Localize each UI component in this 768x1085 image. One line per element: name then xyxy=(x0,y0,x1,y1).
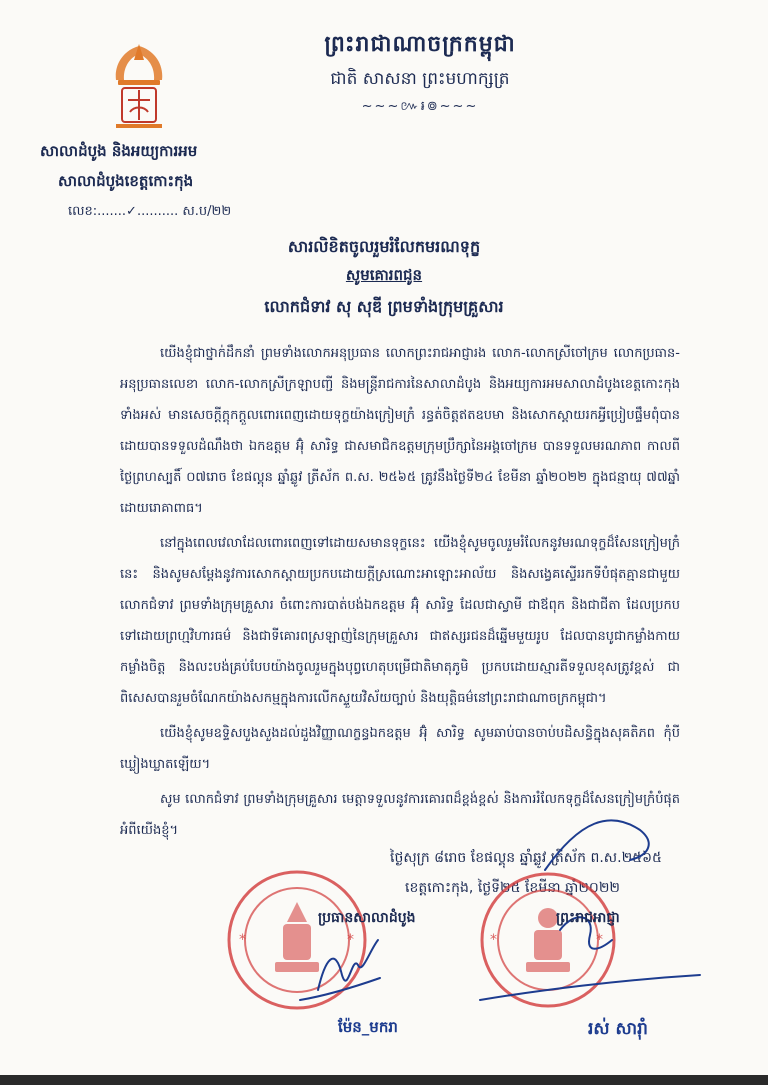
svg-text:*: * xyxy=(347,932,354,948)
header-ornament: ~~~៚៛៙~~~ xyxy=(361,99,479,114)
lunar-date: ថ្ងៃសុក្រ ៨រោច ខែផល្គុន ឆ្នាំឆ្លូវ ត្រីស័ក ព.ស.២៥៦៥ xyxy=(390,850,662,866)
paragraph-2: នៅក្នុងពេលវេលាដែលពោរពេញទៅដោយសមានទុក្ខនេះ យើងខ្ញុំសូមចូលរួមរំលែកនូវមរណទុក្ខដ៏សែនក្រៀមក្រំនេះ និងសូមសម្តែងនូវការសោកស្តាយប្រកបដោយក្តីស្រណោះអាឡោះអាល័យ និងសង្វេគស្ទើររកទីបំផុតគ្មានជាមួយ លោកជំទាវ ព្រមទាំងក្រុមគ្រួសារ ចំពោះការបាត់បង់ឯកឧត្តម អ៊ុំ សារិទ្ធ ដែលជាស្វាមី ជាឪពុក និងជាជីតា ដែលប្រកបទៅដោយព្រហ្មវិហារធម៌ និងជាទីគោរពស្រឡាញ់នៃក្រុមគ្រួសារ ជាឥស្សរជនដ៏ឆ្នើមមួយរូប ដែលបានបូជាកម្លាំងកាយ កម្លាំងចិត្ត និងលះបង់គ្រប់បែបយ៉ាងចូលរួមក្នុងបុព្វហេតុបម្រើជាតិមាតុភូមិ ប្រកបដោយស្មារតីទទួលខុសត្រូវខ្ពស់ ជាពិសេសបានរួមចំណែកយ៉ាងសកម្មក្នុងការលើកស្ទួយវិស័យច្បាប់ និងយុត្តិធម៌នៅព្រះរាជាណាចក្រកម្ពុជា។ xyxy=(120,536,680,706)
svg-text:*: * xyxy=(239,932,246,948)
paragraph-1: យើងខ្ញុំជាថ្នាក់ដឹកនាំ ព្រមទាំងលោកអនុប្រធាន លោកព្រះរាជអាជ្ញារង លោក-លោកស្រីចៅក្រម លោកប្រធាន-អនុប្រធានលេខា លោក-លោកស្រីក្រឡាបញ្ជី និងមន្ត្រីរាជការនៃសាលាដំបូង និងអយ្យការអមសាលាដំបូងខេត្តកោះកុងទាំងអស់ មានសេចក្តីក្តុកក្តួលពោរពេញដោយទុក្ខយ៉ាងក្រៀមក្រំ រន្ធត់ចិត្តឥតឧបមា និងសោកស្តាយរកអ្វីប្រៀបផ្ទឹមពុំបាន ដោយបានទទួលដំណឹងថា ឯកឧត្តម អ៊ុំ សារិទ្ធ ជាសមាជិកឧត្តមក្រុមប្រឹក្សានៃអង្គចៅក្រម បានទទួលមរណភាព កាលពីថ្ងៃព្រហស្បតិ៍ ០៧រោច ខែផល្គុន ឆ្នាំឆ្លូវ ត្រីស័ក ព.ស. ២៥៦៥ ត្រូវនឹងថ្ងៃទី២៤ ខែមីនា ឆ្នាំ២០២២ ក្នុងជន្មាយុ ៧៧ឆ្នាំ ដោយរោគាពាធ។ xyxy=(120,346,680,516)
issuer-line-2: សាលាដំបូងខេត្តកោះកុង xyxy=(58,172,194,190)
letter-body xyxy=(120,338,680,850)
left-signatory-title: ប្រធានសាលាដំបូង xyxy=(318,910,416,926)
bottom-edge xyxy=(0,1075,768,1085)
prosecutor-seal-icon xyxy=(478,870,618,1010)
national-motto: ជាតិ សាសនា ព្រះមហាក្សត្រ xyxy=(330,69,510,89)
right-signatory-name: រស់ សារ៉ាំ xyxy=(588,1019,648,1039)
letter-title: សារលិខិតចូលរួមរំលែកមរណទុក្ខ xyxy=(287,237,481,256)
recipient-line: លោកជំទាវ សុ សុឌី ព្រមទាំងក្រុមគ្រួសារ xyxy=(264,297,504,316)
right-signatory-title: ព្រះរាជអាជ្ញា xyxy=(556,910,620,926)
court-seal-icon xyxy=(225,868,370,1013)
issuer-line-1: សាលាដំបូង និងអយ្យការអម xyxy=(40,142,198,160)
reference-number: លេខ:.......✓.......... ស.ប/២២ xyxy=(68,204,232,219)
paragraph-4: សូម លោកជំទាវ ព្រមទាំងក្រុមគ្រួសារ មេត្តាទទួលនូវការគោរពដ៏ខ្ពង់ខ្ពស់ និងការរំលែកទុក្ខដ៏សែនក្រៀមក្រំបំផុតអំពីយើងខ្ញុំ។ xyxy=(120,792,680,838)
respect-line: សូមគោរពជូន xyxy=(345,266,423,284)
svg-text:*: * xyxy=(596,932,603,948)
place-date: ខេត្តកោះកុង, ថ្ងៃទី២៥ ខែមីនា ឆ្នាំ២០២២ xyxy=(405,880,621,896)
svg-text:*: * xyxy=(490,932,497,948)
paragraph-3: យើងខ្ញុំសូមឧទ្ទិសបួងសួងដល់ដួងវិញ្ញាណក្ខន្ធឯកឧត្តម អ៊ុំ សារិទ្ធ សូមឆាប់បានចាប់បដិសន្ធិក្នុងសុគតិភព កុំបីឃ្លៀងឃ្លាតឡើយ។ xyxy=(120,726,680,772)
royal-emblem-icon xyxy=(104,40,174,132)
left-signatory-name: ម៉ែន_មករា xyxy=(338,1018,398,1036)
kingdom-heading: ព្រះរាជាណាចក្រកម្ពុជា xyxy=(324,32,516,57)
